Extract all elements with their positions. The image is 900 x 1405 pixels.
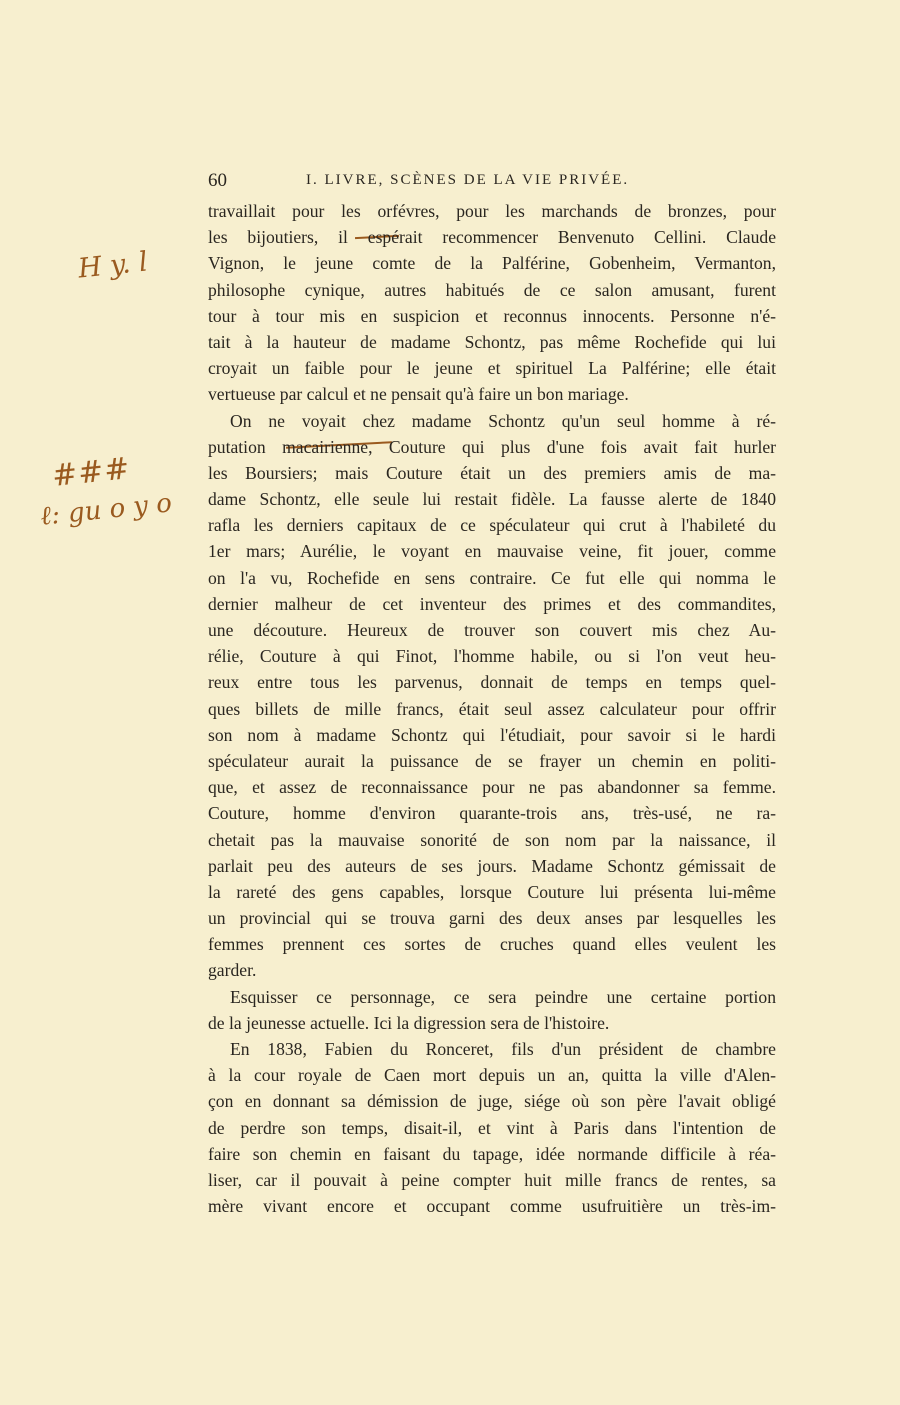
text-line: Couture, homme d'environ quarante-trois ans, très-usé, ne ra- <box>208 803 776 824</box>
text-line: On ne voyait chez madame Schontz qu'un seul homme à ré- <box>230 410 776 431</box>
text-line: mère vivant encore et occupant comme usufruitière un très-im- <box>208 1196 776 1217</box>
text-line: une découture. Heureux de trouver son couvert mis chez Au- <box>208 620 776 640</box>
text-line: ques billets de mille francs, était seul assez calculateur pour offrir <box>208 698 776 719</box>
body-text <box>208 198 776 1219</box>
text-line: à la cour royale de Caen mort depuis un an, quitta la ville d'Alen- <box>208 1065 776 1086</box>
running-head: I. LIVRE, SCÈNES DE LA VIE PRIVÉE. <box>306 172 630 188</box>
paragraph <box>208 408 776 984</box>
text-line: son nom à madame Schontz qui l'étudiait, pour savoir si le hardi <box>208 724 776 745</box>
margin-note-3: ℓ: gu o y o <box>38 488 174 532</box>
text-line: Vignon, le jeune comte de la Palférine, Gobenheim, Vermanton, <box>208 253 776 274</box>
margin-note-2: ### <box>50 450 133 495</box>
paragraph <box>208 198 776 408</box>
text-line: de la jeunesse actuelle. Ici la digression sera de l'histoire. <box>208 1012 610 1033</box>
text-line: dame Schontz, elle seule lui restait fidèle. La fausse alerte de 1840 <box>208 489 776 510</box>
text-line: vertueuse par calcul et ne pensait qu'à faire un bon mariage. <box>208 384 629 405</box>
page-number: 60 <box>208 170 227 191</box>
text-line: putation macairienne, Couture qui plus d'une fois avait fait hurler <box>208 436 776 457</box>
text-line: dernier malheur de cet inventeur des primes et des commandites, <box>208 593 776 614</box>
text-line: Esquisser ce personnage, ce sera peindre une certaine portion <box>230 986 776 1007</box>
paragraph <box>208 984 776 1036</box>
text-line: çon en donnant sa démission de juge, siége où son père l'avait obligé <box>208 1091 776 1112</box>
text-line: femmes prennent ces sortes de cruches quand elles veulent les <box>208 934 776 955</box>
paragraph <box>208 1036 776 1219</box>
text-line: croyait un faible pour le jeune et spirituel La Palférine; elle était <box>208 358 776 379</box>
text-line: En 1838, Fabien du Ronceret, fils d'un président de chambre <box>230 1039 776 1059</box>
text-line: un provincial qui se trouva garni des deux anses par lesquelles les <box>208 908 776 929</box>
text-line: spéculateur aurait la puissance de se frayer un chemin en politi- <box>208 750 776 771</box>
text-line: la rareté des gens capables, lorsque Couture lui présenta lui-même <box>208 881 776 902</box>
page-header <box>208 170 776 194</box>
text-line: que, et assez de reconnaissance pour ne pas abandonner sa femme. <box>208 777 776 798</box>
text-line: les Boursiers; mais Couture était un des premiers amis de ma- <box>208 462 776 483</box>
text-line: philosophe cynique, autres habitués de ce salon amusant, furent <box>208 279 776 300</box>
text-line: faire son chemin en faisant du tapage, idée normande difficile à réa- <box>208 1143 776 1164</box>
text-line: 1er mars; Aurélie, le voyant en mauvaise veine, fit jouer, comme <box>208 541 776 562</box>
text-line: parlait peu des auteurs de ses jours. Madame Schontz gémissait de <box>208 855 776 876</box>
text-line: tait à la hauteur de madame Schontz, pas même Rochefide qui lui <box>208 331 776 352</box>
text-line: rélie, Couture à qui Finot, l'homme habile, ou si l'on veut heu- <box>208 646 776 667</box>
text-line: rafla les derniers capitaux de ce spéculateur qui crut à l'habileté du <box>208 515 776 536</box>
text-line: reux entre tous les parvenus, donnait de temps en temps quel- <box>208 672 776 693</box>
text-line: de perdre son temps, disait-il, et vint à Paris dans l'intention de <box>208 1117 776 1138</box>
text-line: les bijoutiers, il espérait recommencer Benvenuto Cellini. Claude <box>208 227 776 248</box>
text-line: on l'a vu, Rochefide en sens contraire. Ce fut elle qui nomma le <box>208 567 776 588</box>
text-line: travaillait pour les orfévres, pour les marchands de bronzes, pour <box>208 201 776 221</box>
text-line: chetait pas la mauvaise sonorité de son nom par la naissance, il <box>208 829 776 850</box>
text-line: liser, car il pouvait à peine compter huit mille francs de rentes, sa <box>208 1169 776 1190</box>
text-line: tour à tour mis en suspicion et reconnus innocents. Personne n'é- <box>208 305 776 326</box>
margin-note-1: H y. l <box>76 246 150 285</box>
text-line: garder. <box>208 960 257 981</box>
